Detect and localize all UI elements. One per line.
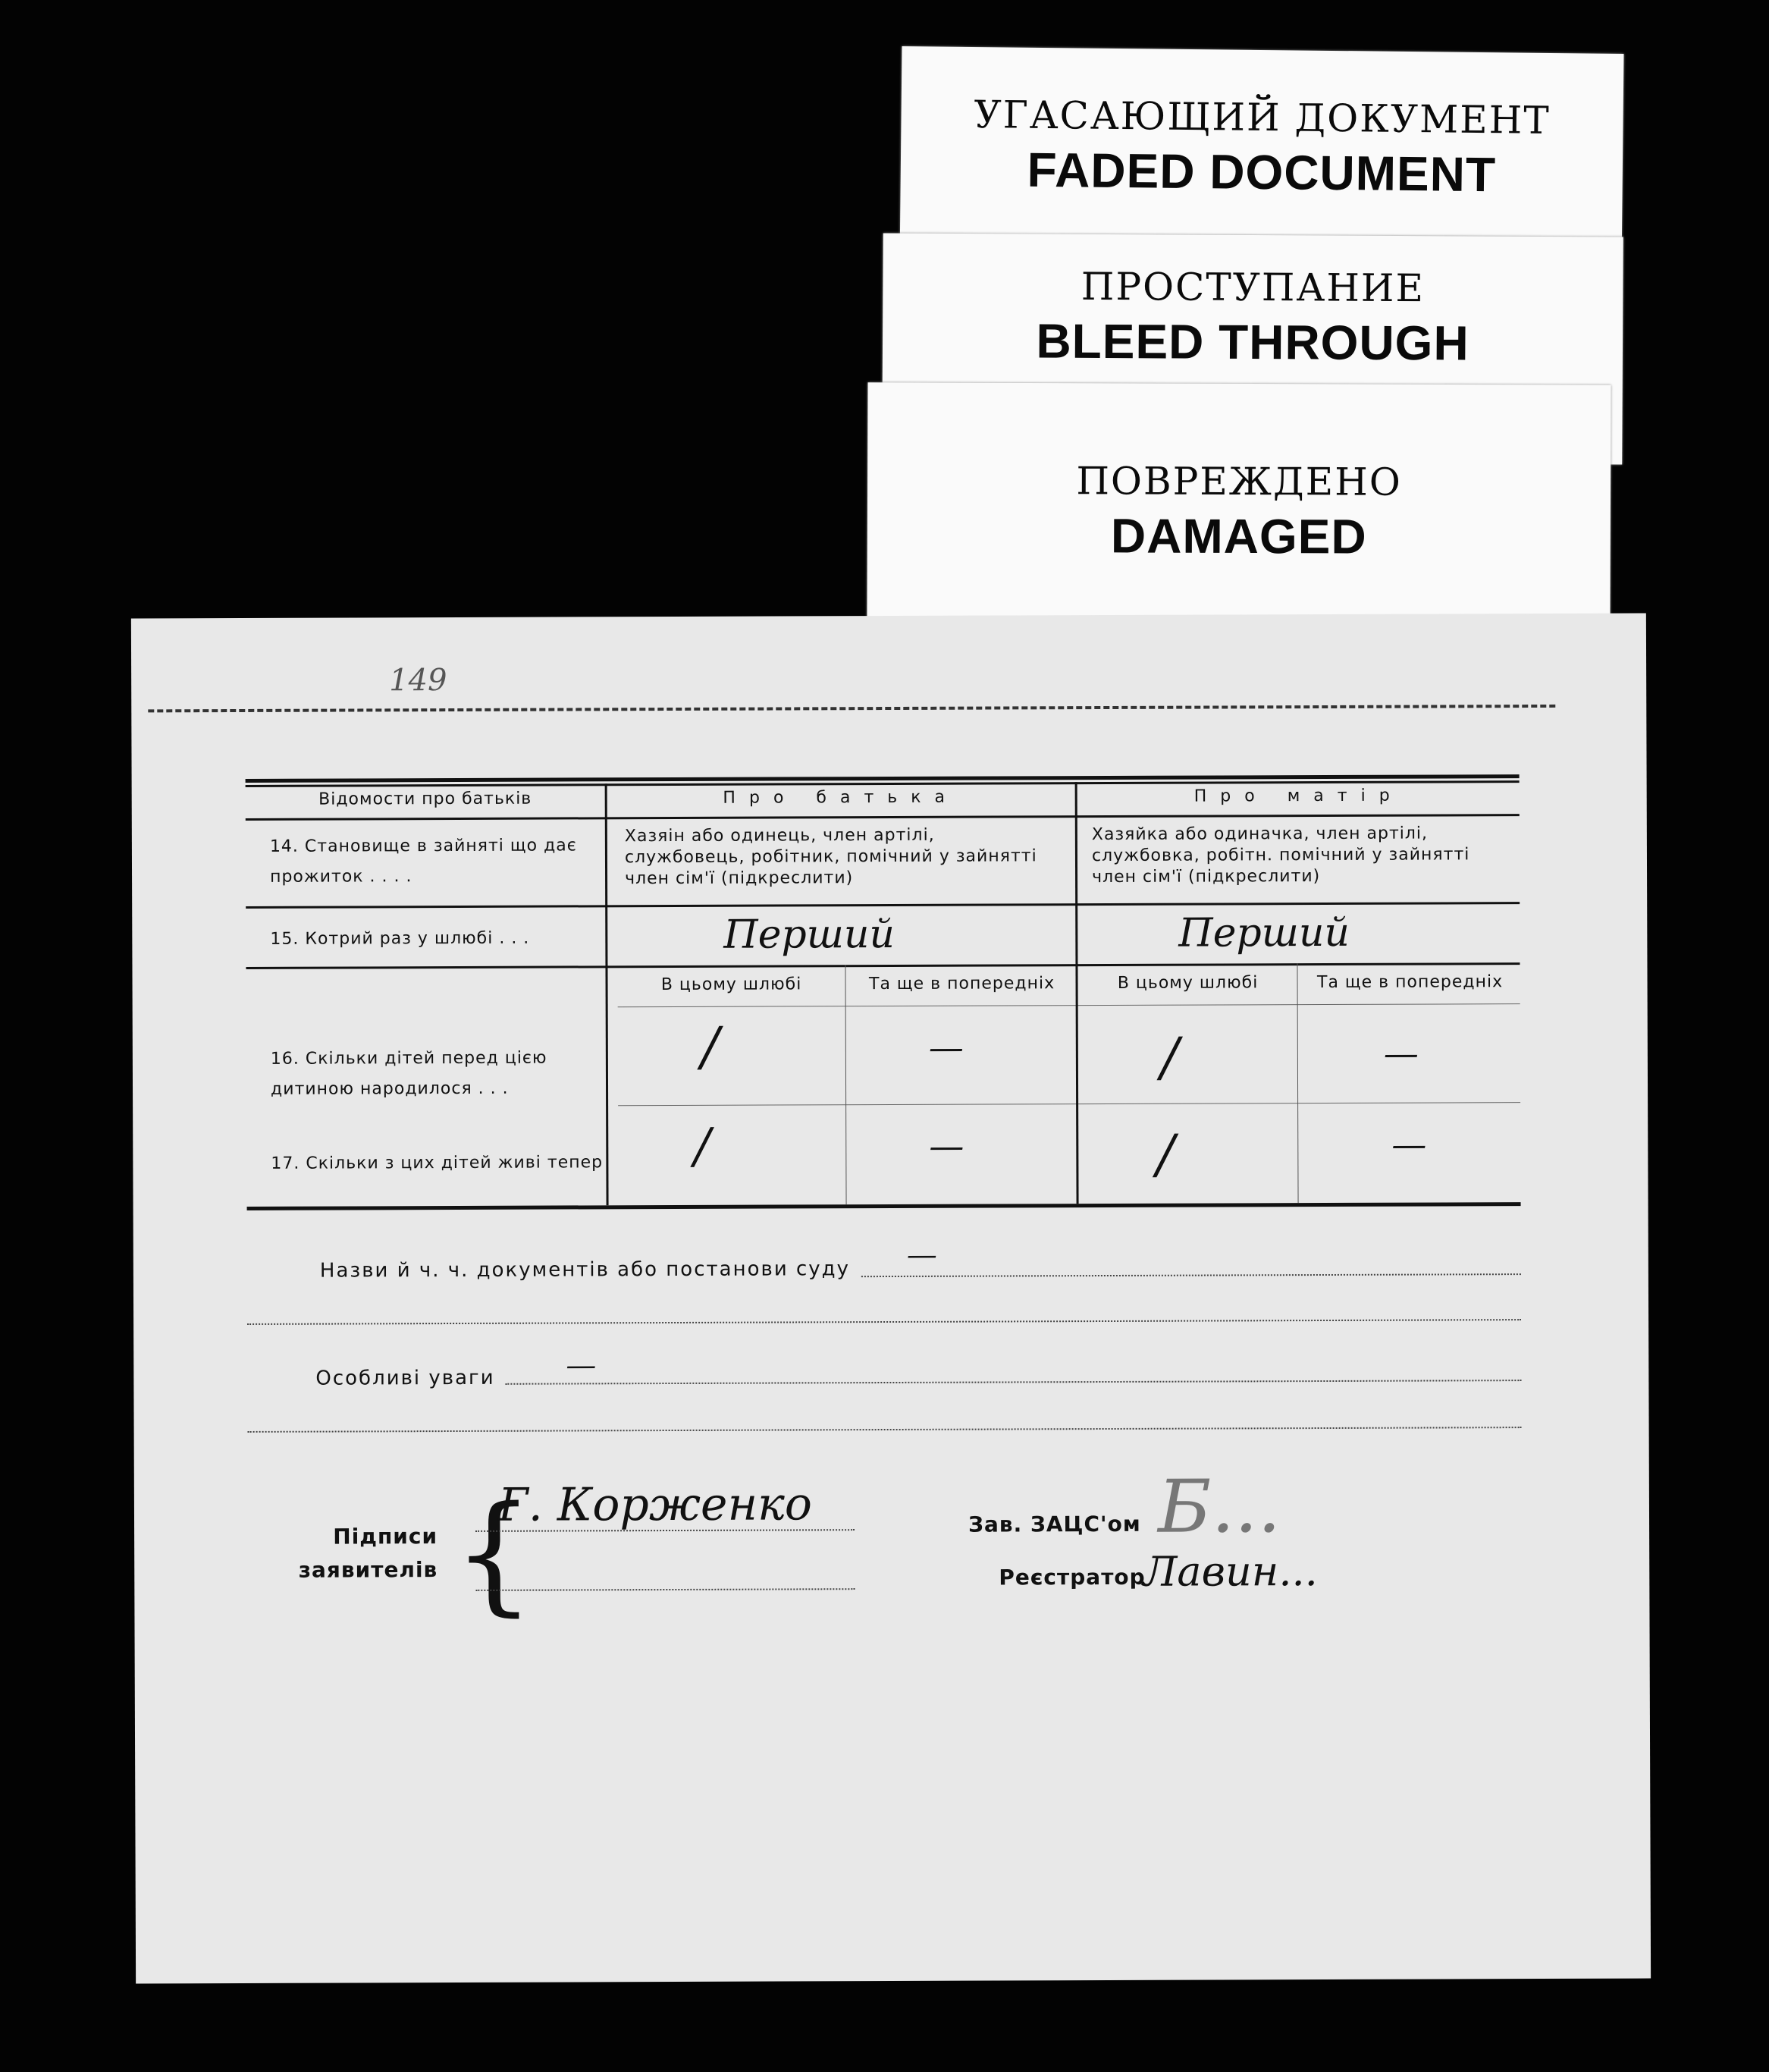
row17-label: 17. Скільки з цих дітей живі тепер — [271, 1153, 604, 1173]
page-number: 149 — [389, 663, 447, 699]
damaged-ru: ПОВРЕЖДЕНО — [1076, 459, 1402, 504]
row15-father-value: Перший — [723, 911, 895, 958]
registrar-label: Реєстратор — [999, 1564, 1146, 1590]
signatures-brace: { — [452, 1478, 535, 1630]
signatures-label: Підписи заявителів — [298, 1524, 438, 1583]
bleed-through-ru: ПРОСТУПАНИЕ — [1081, 264, 1426, 311]
bleed-through-en: BLEED THROUGH — [1036, 313, 1469, 371]
row14-mother-text: Хазяйка або одиначка, член артілі, службовка, робітн. помічний у зайнятті член сім'ї (підкреслити) — [1091, 824, 1470, 887]
head-label: Зав. ЗАЦС'ом — [968, 1511, 1141, 1537]
row17-mother-prev: — — [1391, 1123, 1427, 1165]
row15-label: 15. Котрий раз у шлюбі . . . — [270, 928, 530, 949]
row16-mother-prev: — — [1383, 1032, 1419, 1074]
header-father: Про батька — [723, 787, 959, 808]
row16-father-this: / — [701, 1015, 720, 1078]
row16-mother-this: / — [1160, 1025, 1179, 1088]
row17-mother-this: / — [1156, 1122, 1175, 1185]
row17-father-prev: — — [929, 1125, 964, 1166]
registration-form — [131, 614, 1651, 1984]
subheader-mother-prev: Та ще в попередніх — [1316, 972, 1504, 993]
row16-father-prev: — — [928, 1026, 964, 1068]
subheader-father-this: В цьому шлюбі — [660, 975, 802, 995]
parents-table — [246, 774, 1521, 1210]
row14-father-text: Хазяін або одинець, член артілі, службовець, робітник, помічний у зайнятті член сім'ї (підкреслити) — [624, 825, 1037, 889]
faded-document-en: FADED DOCUMENT — [1027, 142, 1497, 202]
documents-label: Назви й ч. ч. документів або постанови суду — [319, 1257, 851, 1282]
damaged-en: DAMAGED — [1110, 508, 1367, 564]
subheader-mother-this: В цьому шлюбі — [1117, 973, 1259, 993]
subheader-father-prev: Та ще в попередніх — [868, 974, 1055, 994]
registrar-signature: Лавин... — [1143, 1547, 1318, 1596]
row15-mother-value: Перший — [1178, 909, 1350, 956]
faded-document-ru: УГАСАЮЩИЙ ДОКУМЕНТ — [974, 93, 1551, 143]
row14-label: 14. Становище в зайняті що дає прожиток . . . . — [269, 836, 577, 887]
notes-label: Особливі уваги — [315, 1366, 495, 1390]
head-signature: Б... — [1157, 1464, 1281, 1549]
damaged-card — [867, 382, 1611, 620]
row17-father-this: / — [694, 1118, 710, 1175]
applicant-signature: Г. Корженко — [497, 1477, 813, 1532]
perforation-line — [148, 705, 1555, 712]
header-mother: Про матір — [1193, 786, 1404, 806]
notes-value: — — [566, 1348, 597, 1383]
header-parents: Відомости про батьків — [318, 789, 532, 809]
row16-label: 16. Скільки дітей перед цією дитиною народилося . . . — [270, 1048, 547, 1099]
documents-value: — — [906, 1237, 937, 1273]
